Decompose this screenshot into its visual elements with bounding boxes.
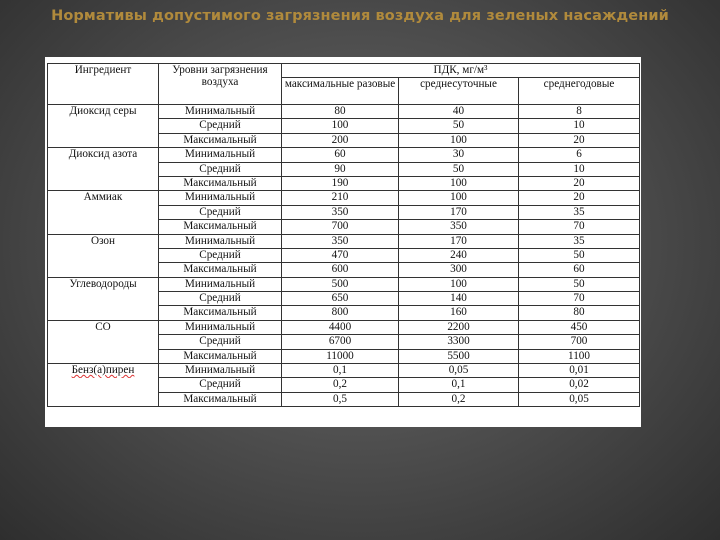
annual-cell: 20 — [519, 176, 640, 190]
max-single-cell: 800 — [282, 306, 399, 320]
level-cell: Средний — [159, 119, 282, 133]
ingredient-cell — [48, 234, 159, 248]
daily-cell: 3300 — [399, 335, 519, 349]
ingredient-name: Озон — [90, 234, 115, 247]
ingredient-name: СО — [95, 320, 111, 333]
level-cell: Минимальный — [159, 320, 282, 334]
table-row — [48, 205, 640, 219]
daily-cell: 30 — [399, 148, 519, 162]
table-row — [48, 292, 640, 306]
level-cell: Минимальный — [159, 148, 282, 162]
max-single-cell: 4400 — [282, 320, 399, 334]
daily-cell: 5500 — [399, 349, 519, 363]
max-single-cell: 700 — [282, 220, 399, 234]
max-single-cell: 210 — [282, 191, 399, 205]
annual-cell: 70 — [519, 220, 640, 234]
ingredient-cell — [48, 320, 159, 334]
level-cell: Максимальный — [159, 263, 282, 277]
max-single-cell: 500 — [282, 277, 399, 291]
table-row — [48, 119, 640, 133]
daily-cell: 50 — [399, 162, 519, 176]
annual-cell: 50 — [519, 248, 640, 262]
max-single-cell: 650 — [282, 292, 399, 306]
daily-cell: 100 — [399, 176, 519, 190]
table-row — [48, 364, 640, 378]
max-single-cell: 80 — [282, 105, 399, 119]
max-single-cell: 0,5 — [282, 392, 399, 406]
ingredient-name: Аммиак — [83, 191, 123, 204]
daily-cell: 100 — [399, 133, 519, 147]
header-annual: среднегодовые — [519, 78, 640, 105]
table-row — [48, 133, 640, 147]
pollution-standards-table — [47, 63, 640, 407]
daily-cell: 2200 — [399, 320, 519, 334]
max-single-cell: 100 — [282, 119, 399, 133]
table-row — [48, 220, 640, 234]
max-single-cell: 350 — [282, 205, 399, 219]
annual-cell: 0,05 — [519, 392, 640, 406]
table-row — [48, 105, 640, 119]
daily-cell: 0,05 — [399, 364, 519, 378]
ingredient-cell — [48, 335, 159, 349]
annual-cell: 10 — [519, 162, 640, 176]
table-sheet — [45, 57, 641, 427]
annual-cell: 35 — [519, 234, 640, 248]
max-single-cell: 0,1 — [282, 364, 399, 378]
ingredient-cell — [48, 349, 159, 363]
daily-cell: 140 — [399, 292, 519, 306]
table-row — [48, 349, 640, 363]
level-cell: Максимальный — [159, 349, 282, 363]
table-row — [48, 162, 640, 176]
level-cell: Средний — [159, 248, 282, 262]
level-cell: Максимальный — [159, 220, 282, 234]
level-cell: Средний — [159, 335, 282, 349]
annual-cell: 35 — [519, 205, 640, 219]
max-single-cell: 60 — [282, 148, 399, 162]
table-row — [48, 335, 640, 349]
table-row — [48, 248, 640, 262]
daily-cell: 170 — [399, 234, 519, 248]
daily-cell: 40 — [399, 105, 519, 119]
annual-cell: 80 — [519, 306, 640, 320]
max-single-cell: 350 — [282, 234, 399, 248]
daily-cell: 240 — [399, 248, 519, 262]
daily-cell: 0,2 — [399, 392, 519, 406]
level-cell: Минимальный — [159, 364, 282, 378]
level-cell: Минимальный — [159, 191, 282, 205]
ingredient-cell — [48, 292, 159, 306]
ingredient-cell — [48, 263, 159, 277]
daily-cell: 300 — [399, 263, 519, 277]
table-row — [48, 392, 640, 406]
table-row — [48, 320, 640, 334]
ingredient-cell — [48, 205, 159, 219]
table-row — [48, 148, 640, 162]
annual-cell: 8 — [519, 105, 640, 119]
annual-cell: 1100 — [519, 349, 640, 363]
level-cell: Максимальный — [159, 306, 282, 320]
level-cell: Минимальный — [159, 277, 282, 291]
ingredient-cell — [48, 378, 159, 392]
level-cell: Средний — [159, 292, 282, 306]
daily-cell: 0,1 — [399, 378, 519, 392]
header-pdk: ПДК, мг/м³ — [282, 64, 640, 78]
header-ingredient: Ингредиент — [48, 64, 159, 105]
daily-cell: 50 — [399, 119, 519, 133]
level-cell: Максимальный — [159, 176, 282, 190]
ingredient-cell — [48, 162, 159, 176]
max-single-cell: 470 — [282, 248, 399, 262]
table-row — [48, 306, 640, 320]
header-max-single: максимальные разовые — [282, 78, 399, 105]
ingredient-cell — [48, 306, 159, 320]
ingredient-cell — [48, 105, 159, 119]
max-single-cell: 11000 — [282, 349, 399, 363]
table-row — [48, 176, 640, 190]
header-level: Уровни загрязнения воздуха — [159, 64, 282, 105]
max-single-cell: 190 — [282, 176, 399, 190]
max-single-cell: 90 — [282, 162, 399, 176]
max-single-cell: 200 — [282, 133, 399, 147]
level-cell: Средний — [159, 205, 282, 219]
daily-cell: 350 — [399, 220, 519, 234]
table-row — [48, 378, 640, 392]
table-row — [48, 263, 640, 277]
annual-cell: 20 — [519, 133, 640, 147]
daily-cell: 100 — [399, 277, 519, 291]
annual-cell: 70 — [519, 292, 640, 306]
ingredient-cell — [48, 248, 159, 262]
max-single-cell: 6700 — [282, 335, 399, 349]
annual-cell: 6 — [519, 148, 640, 162]
ingredient-name: Диоксид серы — [69, 105, 137, 117]
ingredient-cell — [48, 220, 159, 234]
table-row — [48, 277, 640, 291]
slide-title: Нормативы допустимого загрязнения воздуха для зеленых насаждений — [51, 8, 669, 24]
table-row — [48, 234, 640, 248]
level-cell: Средний — [159, 378, 282, 392]
ingredient-cell — [48, 148, 159, 162]
ingredient-cell — [48, 176, 159, 190]
annual-cell: 0,01 — [519, 364, 640, 378]
max-single-cell: 0,2 — [282, 378, 399, 392]
daily-cell: 100 — [399, 191, 519, 205]
level-cell: Средний — [159, 162, 282, 176]
level-cell: Минимальный — [159, 234, 282, 248]
annual-cell: 0,02 — [519, 378, 640, 392]
ingredient-name: Бенз(а)пирен — [71, 364, 135, 377]
annual-cell: 20 — [519, 191, 640, 205]
annual-cell: 50 — [519, 277, 640, 291]
annual-cell: 700 — [519, 335, 640, 349]
daily-cell: 170 — [399, 205, 519, 219]
header-daily: среднесуточные — [399, 78, 519, 105]
level-cell: Максимальный — [159, 392, 282, 406]
ingredient-cell — [48, 191, 159, 205]
table-row — [48, 191, 640, 205]
max-single-cell: 600 — [282, 263, 399, 277]
ingredient-cell — [48, 277, 159, 291]
ingredient-cell — [48, 119, 159, 133]
ingredient-name: Углеводороды — [69, 277, 137, 290]
annual-cell: 450 — [519, 320, 640, 334]
ingredient-cell — [48, 364, 159, 378]
daily-cell: 160 — [399, 306, 519, 320]
ingredient-cell — [48, 392, 159, 406]
ingredient-cell — [48, 133, 159, 147]
annual-cell: 10 — [519, 119, 640, 133]
level-cell: Минимальный — [159, 105, 282, 119]
ingredient-name: Диоксид азота — [68, 148, 138, 161]
level-cell: Максимальный — [159, 133, 282, 147]
annual-cell: 60 — [519, 263, 640, 277]
